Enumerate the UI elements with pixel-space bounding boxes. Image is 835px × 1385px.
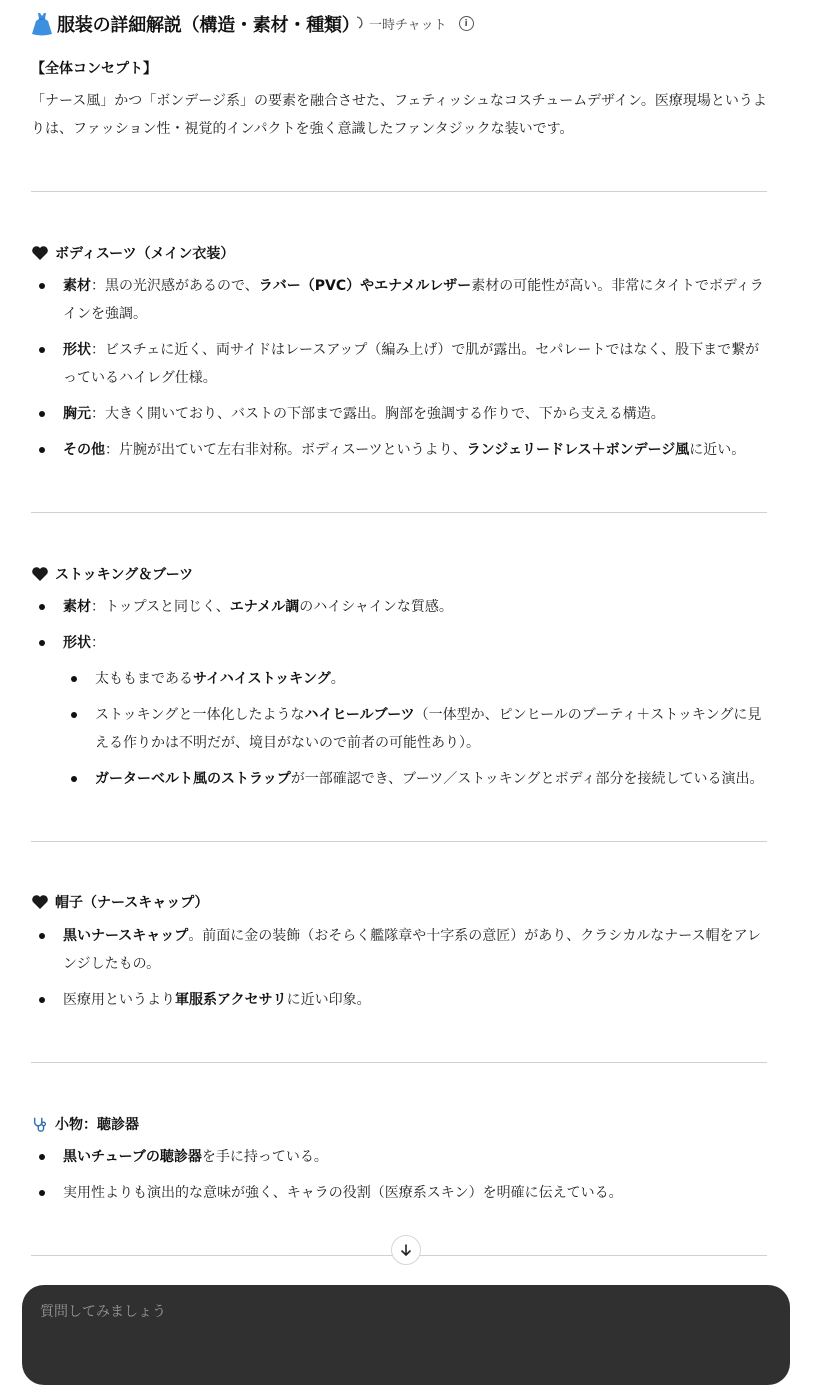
item-emphasis: エナメル調 [229, 599, 300, 615]
item-emphasis: 黒いチューブの聴診器 [63, 1149, 202, 1165]
item-text: 大きく開いており、バストの下部まで露出。胸部を強調する作りで、下から支える構造。 [105, 406, 665, 422]
section-cap-heading: 帽子（ナースキャップ） [31, 892, 208, 912]
item-emphasis: ラバー（PVC）やエナメルレザー [258, 278, 472, 294]
list-item [63, 272, 767, 328]
temp-chat-toggle[interactable] [355, 14, 474, 33]
item-text: 実用性よりも演出的な意味が強く、キャラの役割（医療系スキン）を明確に伝えている。 [63, 1185, 623, 1201]
section-bodysuit-heading: ボディスーツ（メイン衣装） [31, 243, 234, 263]
black-heart-icon [31, 894, 49, 910]
item-emphasis: ランジェリードレス＋ボンデージ風 [466, 442, 690, 458]
list-bullet [71, 712, 77, 718]
page-header [31, 8, 360, 40]
list-bullet [71, 676, 77, 682]
list-item [63, 1179, 767, 1207]
sub-list-item [95, 665, 767, 693]
list-item [63, 986, 767, 1014]
item-text: を手に持っている。 [201, 1149, 328, 1165]
composer-placeholder: 質問してみましょう [40, 1304, 166, 1320]
item-label: 形状 [63, 342, 91, 358]
list-item [63, 593, 767, 621]
section-stethoscope-heading: 小物：聴診器 [31, 1114, 139, 1134]
sub-list-item [95, 701, 767, 757]
list-bullet [39, 604, 45, 610]
stethoscope-icon [31, 1116, 49, 1132]
item-label: 胸元 [63, 406, 91, 422]
divider [31, 1062, 767, 1063]
concept-body: 「ナース風」かつ「ボンデージ系」の要素を融合させた、フェティッシュなコスチュームデザイン。医療現場というよりは、ファッション性・視覚的インパクトを強く意識したファンタジックな装いです。 [31, 93, 767, 137]
temp-chat-label: 一時チャット [369, 18, 447, 33]
list-item [63, 400, 767, 428]
list-bullet [39, 1190, 45, 1196]
item-text: 太ももまである [95, 671, 193, 687]
divider [31, 841, 767, 842]
list-bullet [39, 1154, 45, 1160]
list-bullet [39, 640, 45, 646]
black-heart-icon [31, 566, 49, 582]
item-emphasis: 黒いナースキャップ [63, 928, 189, 944]
sub-list-item [95, 765, 767, 793]
item-separator: ： [91, 635, 105, 651]
dress-icon [31, 12, 53, 36]
item-label: 素材 [63, 599, 91, 615]
item-separator: ： [91, 599, 105, 615]
list-item [63, 629, 767, 657]
divider [31, 191, 767, 192]
list-bullet [39, 933, 45, 939]
list-item [63, 922, 767, 978]
item-text: ビスチェに近く、両サイドはレースアップ（編み上げ）で肌が露出。セパレートではなく、股下まで繋がっているハイレグ仕様。 [63, 342, 760, 386]
list-bullet [39, 411, 45, 417]
item-text: 片腕が出ていて左右非対称。ボディスーツというより、 [119, 442, 467, 458]
item-text: が一部確認でき、ブーツ／ストッキングとボディ部分を接続している演出。 [290, 771, 764, 787]
black-heart-icon [31, 245, 49, 261]
list-item [63, 1143, 767, 1171]
item-emphasis: サイハイストッキング [193, 671, 331, 687]
list-item [63, 436, 767, 464]
scroll-down-button[interactable] [391, 1235, 421, 1265]
item-text: 。前面に金の装飾（おそらく艦隊章や十字系の意匠）があり、クラシカルなナース帽をアレンジしたもの。 [63, 928, 762, 972]
item-text: 医療用というより [63, 992, 175, 1008]
item-separator: ： [91, 406, 105, 422]
list-bullet [71, 776, 77, 782]
item-separator: ： [91, 278, 105, 294]
page-title: 服装の詳細解説（構造・素材・種類） [57, 15, 360, 36]
item-text: （一体型か、ピンヒールのブーティ＋ストッキングに見える作りかは不明だが、境目がないので前者の可能性あり）。 [95, 707, 762, 751]
item-text: に近い。 [689, 442, 746, 458]
item-text: ストッキングと一体化したような [95, 707, 305, 723]
list-bullet [39, 447, 45, 453]
section-stocking-heading: ストッキング＆ブーツ [31, 564, 193, 584]
chat-composer[interactable] [22, 1285, 790, 1385]
item-emphasis: 軍服系アクセサリ [175, 992, 287, 1008]
list-bullet [39, 283, 45, 289]
concept-heading: 【全体コンセプト】 [31, 61, 157, 77]
item-text: 素材の可能性が高い。非常にタイトでボディラインを強調。 [63, 278, 764, 322]
list-item [63, 336, 767, 392]
item-label: その他 [63, 442, 105, 458]
item-emphasis: ガーターベルト風のストラップ [95, 771, 291, 787]
info-icon[interactable]: i [459, 16, 474, 31]
item-text: のハイシャインな質感。 [299, 599, 453, 615]
list-bullet [39, 997, 45, 1003]
item-emphasis: ハイヒールブーツ [304, 707, 415, 723]
divider [31, 512, 767, 513]
arrow-down-icon [399, 1243, 413, 1257]
item-label: 素材 [63, 278, 91, 294]
item-text: 。 [330, 671, 345, 687]
temp-chat-icon [355, 15, 369, 33]
item-separator: ： [105, 442, 119, 458]
item-separator: ： [91, 342, 105, 358]
list-bullet [39, 347, 45, 353]
item-text: 黒の光沢感があるので、 [105, 278, 259, 294]
item-label: 形状 [63, 635, 91, 651]
item-text: トップスと同じく、 [105, 599, 230, 615]
item-text: に近い印象。 [286, 992, 371, 1008]
